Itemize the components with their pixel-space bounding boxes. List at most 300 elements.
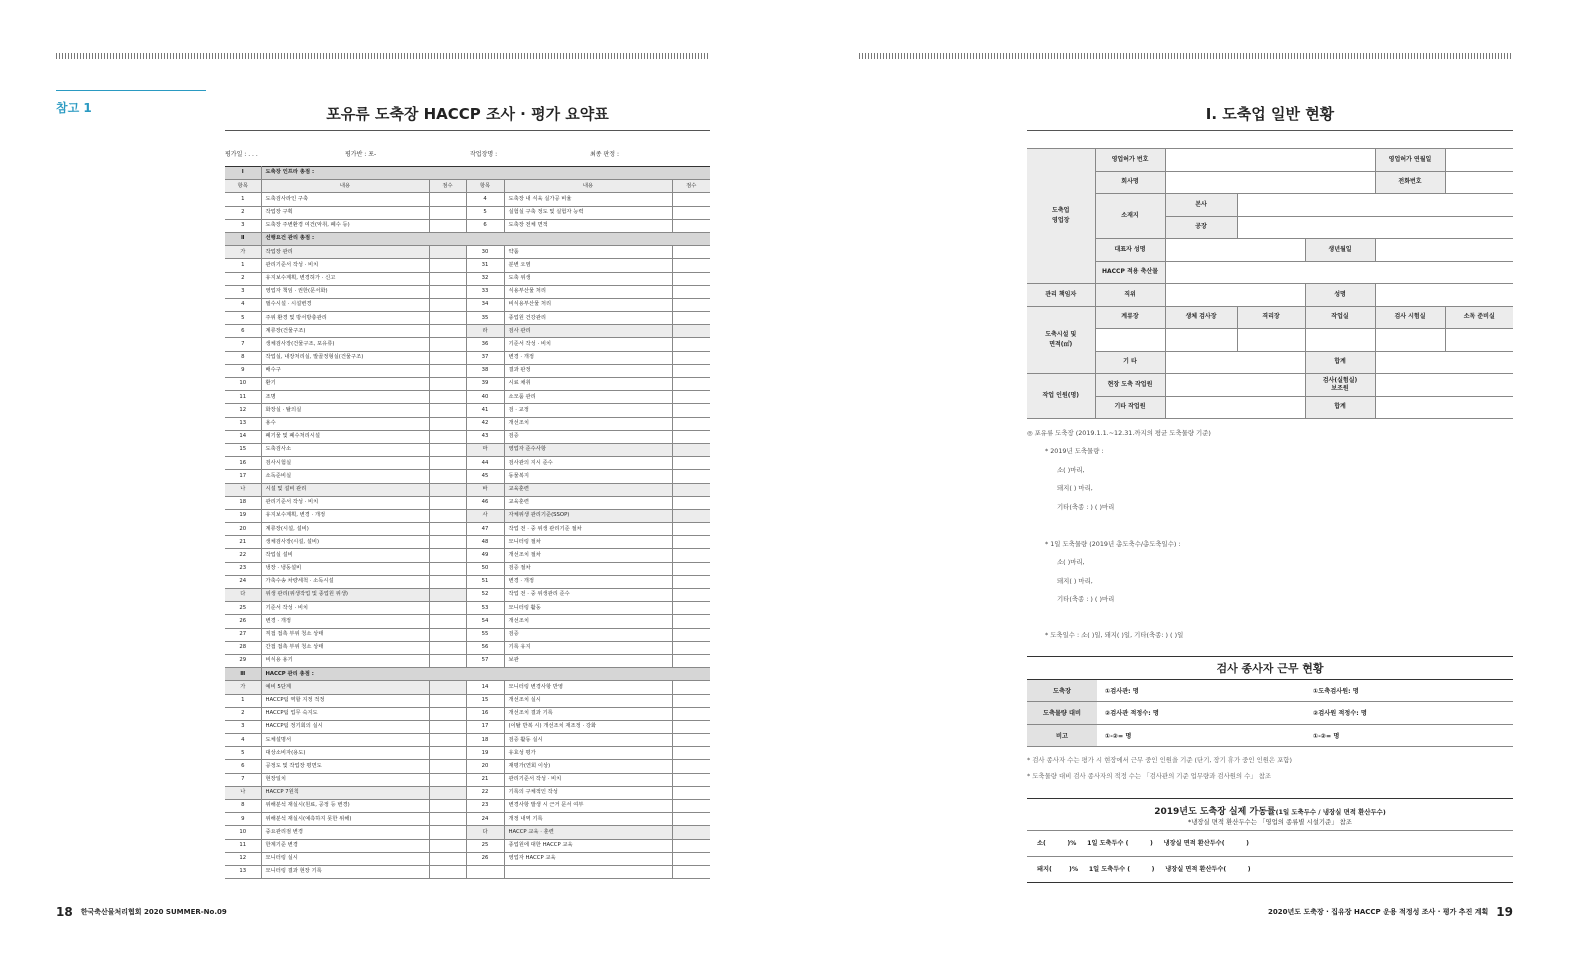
table-cell — [429, 536, 466, 549]
table-cell: 재평가(연회 이상) — [504, 760, 672, 773]
page-number: 19 — [1496, 905, 1513, 919]
table-cell: 보관 — [504, 654, 672, 667]
table-cell: 검증 — [504, 430, 672, 443]
table-cell: 화장실 · 탈의실 — [261, 404, 429, 417]
table-cell: 필수시설 · 시설변경 — [261, 298, 429, 311]
table-cell: 50 — [466, 562, 504, 575]
table-cell: 검증 — [504, 628, 672, 641]
table-row — [225, 351, 710, 364]
table-cell: 2 — [225, 272, 261, 285]
table-cell: 생체검사장(시설, 설비) — [261, 536, 429, 549]
table-cell — [672, 259, 710, 272]
table-cell: 나 — [225, 786, 261, 799]
table-cell: 20 — [466, 760, 504, 773]
table-cell — [429, 364, 466, 377]
facility-5: 소독 준비실 — [1445, 306, 1513, 329]
table-cell — [429, 206, 466, 219]
table-cell — [429, 628, 466, 641]
table-cell: HACCP 7원칙 — [261, 786, 429, 799]
table-cell: 검사관의 지시 준수 — [504, 457, 672, 470]
table-row — [225, 272, 710, 285]
table-cell — [429, 826, 466, 839]
table-row — [225, 378, 710, 391]
table-cell — [429, 404, 466, 417]
staff-label: 도축물량 대비 — [1027, 702, 1097, 724]
table-cell: 가 — [225, 246, 261, 259]
table-row — [225, 232, 710, 245]
table-cell — [672, 285, 710, 298]
table-cell: Ⅱ — [225, 232, 261, 245]
table-cell: 모니터링 결과 현장 기록 — [261, 865, 429, 878]
table-cell: 항목 — [225, 180, 261, 193]
table-cell — [672, 391, 710, 404]
table-row — [225, 734, 710, 747]
table-cell — [466, 865, 504, 878]
table-cell: 배수구 — [261, 364, 429, 377]
table-row — [225, 681, 710, 694]
table-cell: 32 — [466, 272, 504, 285]
table-cell: 25 — [466, 839, 504, 852]
table-row — [225, 800, 710, 813]
table-cell: 13 — [225, 865, 261, 878]
table-cell: 1 — [225, 259, 261, 272]
left-page-title: 포유류 도축장 HACCP 조사 · 평가 요약표 — [326, 105, 609, 123]
table-cell: 6 — [225, 760, 261, 773]
table-cell: 비식용 용기 — [261, 654, 429, 667]
table-cell: 소모품 관리 — [504, 391, 672, 404]
table-cell: 개선조치 결과 기록 — [504, 707, 672, 720]
table-cell: 3 — [225, 219, 261, 232]
table-cell: HACCP팀 역할 지정 적정 — [261, 694, 429, 707]
table-cell: 25 — [225, 602, 261, 615]
table-cell — [429, 496, 466, 509]
note-line: 소( )마리, — [1057, 558, 1085, 566]
label-other-workers: 기타 작업원 — [1095, 396, 1165, 419]
table-cell — [672, 813, 710, 826]
staff-label: 비고 — [1027, 724, 1097, 746]
table-cell: HACCP팀 정기회의 실시 — [261, 720, 429, 733]
table-cell — [429, 720, 466, 733]
table-cell — [429, 246, 466, 259]
table-cell: 1 — [225, 193, 261, 206]
table-cell — [672, 641, 710, 654]
table-cell: 관리기준서 작성 · 비치 — [504, 773, 672, 786]
table-cell — [429, 852, 466, 865]
table-cell — [672, 602, 710, 615]
table-cell: 개선조치 절차 — [504, 549, 672, 562]
table-cell — [672, 826, 710, 839]
table-cell: 41 — [466, 404, 504, 417]
table-cell: 12 — [225, 404, 261, 417]
rate-row-cattle: 소( )% 1일 도축두수 ( ) 냉장실 면적 환산두수( ) — [1027, 830, 1513, 856]
table-cell: 개선조치 실시 — [504, 694, 672, 707]
table-cell: 결과 판정 — [504, 364, 672, 377]
meta-team: 평가반 : 포- — [345, 151, 377, 158]
table-cell: Ⅲ — [225, 668, 261, 681]
table-cell: 15 — [225, 443, 261, 456]
table-cell — [429, 338, 466, 351]
label-birth: 생년월일 — [1305, 239, 1375, 262]
right-page-title: Ⅰ. 도축업 일반 현황 — [1205, 105, 1335, 123]
table-row — [225, 813, 710, 826]
table-cell: 33 — [466, 285, 504, 298]
table-cell: (이탈 반복 시) 개선조치 재조정 · 강화 — [504, 720, 672, 733]
note-line: * 1일 도축물량 (2019년 총도축수/총도축일수) : — [1045, 540, 1181, 548]
table-cell: 현장일치 — [261, 773, 429, 786]
table-cell — [672, 615, 710, 628]
table-cell: 모니터링 변경사항 반영 — [504, 681, 672, 694]
label-company: 회사명 — [1095, 171, 1165, 194]
table-row — [225, 509, 710, 522]
table-cell: 11 — [225, 839, 261, 852]
table-cell — [429, 351, 466, 364]
table-cell: 검증 절차 — [504, 562, 672, 575]
table-cell: 영업자 HACCP 교육 — [504, 852, 672, 865]
table-cell: 30 — [466, 246, 504, 259]
table-row — [225, 167, 710, 180]
table-cell: 항목 — [466, 180, 504, 193]
table-cell: 기준서 작성 · 비치 — [504, 338, 672, 351]
table-cell: 가축수송 차량세척 · 소독시설 — [261, 575, 429, 588]
table-cell: 22 — [466, 786, 504, 799]
table-cell: 도축장 전체 면적 — [504, 219, 672, 232]
table-cell — [429, 417, 466, 430]
table-cell: 53 — [466, 602, 504, 615]
table-cell: 대상소비자(용도) — [261, 747, 429, 760]
table-cell: 39 — [466, 378, 504, 391]
table-row — [225, 443, 710, 456]
table-cell — [429, 193, 466, 206]
table-cell: 27 — [225, 628, 261, 641]
table-cell: 유효성 평가 — [504, 747, 672, 760]
table-row — [225, 325, 710, 338]
table-cell: 공정도 및 작업장 평면도 — [261, 760, 429, 773]
table-row — [225, 615, 710, 628]
table-cell: 4 — [225, 734, 261, 747]
staff-cell: ①검사관: 명 — [1097, 680, 1305, 702]
table-cell: 작업장 관리 — [261, 246, 429, 259]
group-facility: 도축시설 및 면적(㎡) — [1027, 306, 1095, 374]
table-row — [225, 575, 710, 588]
table-cell: 10 — [225, 378, 261, 391]
table-cell — [672, 470, 710, 483]
table-cell — [672, 575, 710, 588]
table-cell: 도축장 내 식육 실가공 비율 — [504, 193, 672, 206]
table-row — [225, 654, 710, 667]
table-cell: 환기 — [261, 378, 429, 391]
table-cell: 약품 — [504, 246, 672, 259]
table-cell — [672, 654, 710, 667]
table-cell: 23 — [466, 800, 504, 813]
table-cell — [429, 707, 466, 720]
table-cell — [429, 219, 466, 232]
label-inspector-aide: 검사(실험실) 보조원 — [1305, 374, 1375, 397]
table-cell — [672, 628, 710, 641]
table-cell — [429, 694, 466, 707]
table-row — [225, 628, 710, 641]
staff-label: 도축장 — [1027, 680, 1097, 702]
table-cell: 6 — [225, 325, 261, 338]
table-cell — [672, 773, 710, 786]
table-cell: 도축검사라인 구축 — [261, 193, 429, 206]
table-cell: 57 — [466, 654, 504, 667]
table-row — [225, 773, 710, 786]
table-cell: 4 — [466, 193, 504, 206]
table-cell: 26 — [225, 615, 261, 628]
table-cell: 3 — [225, 285, 261, 298]
table-row — [225, 417, 710, 430]
table-cell: 예비 5단계 — [261, 681, 429, 694]
table-row — [225, 338, 710, 351]
table-cell: 기준서 작성 · 비치 — [261, 602, 429, 615]
table-cell: 마 — [466, 443, 504, 456]
label-permit-no: 영업허가 번호 — [1095, 149, 1165, 172]
table-row — [225, 430, 710, 443]
table-cell: 49 — [466, 549, 504, 562]
table-cell — [672, 800, 710, 813]
table-cell — [429, 839, 466, 852]
table-cell — [429, 483, 466, 496]
table-cell: 분변 오염 — [504, 259, 672, 272]
table-cell: 교육훈련 — [504, 483, 672, 496]
operation-rate-box — [1027, 798, 1513, 883]
table-cell: 사 — [466, 509, 504, 522]
table-cell: 8 — [225, 351, 261, 364]
staff-cell: ②검사관 적정수: 명 — [1097, 702, 1305, 724]
table-cell: 모니터링 활동 — [504, 602, 672, 615]
footnote: * 도축물량 대비 검사 종사자의 적정 수는 「검사관의 기준 업무량과 검사원의 수」 참조 — [1027, 772, 1272, 780]
rate-row-pig: 돼지( )% 1일 도축두수 ( ) 냉장실 면적 환산두수( ) — [1027, 856, 1513, 882]
table-cell: 38 — [466, 364, 504, 377]
group-workers: 작업 인원(명) — [1027, 374, 1095, 419]
table-cell: 9 — [225, 813, 261, 826]
table-cell: 4 — [225, 298, 261, 311]
right-footer — [1268, 905, 1513, 919]
table-cell — [429, 800, 466, 813]
label-hq: 본사 — [1165, 194, 1237, 217]
table-cell: 라 — [466, 325, 504, 338]
facility-0: 계류장 — [1095, 306, 1165, 329]
table-row — [225, 760, 710, 773]
table-cell: 24 — [225, 575, 261, 588]
table-cell: 14 — [466, 681, 504, 694]
table-cell — [429, 312, 466, 325]
table-cell: 26 — [466, 852, 504, 865]
table-cell: 34 — [466, 298, 504, 311]
table-row — [225, 865, 710, 878]
table-cell: 변경 · 개정 — [504, 351, 672, 364]
table-cell: 개선조치 — [504, 417, 672, 430]
table-cell: 영업자 준수사항 — [504, 443, 672, 456]
table-cell — [429, 562, 466, 575]
table-row — [225, 180, 710, 193]
table-cell: 한계기준 변경 — [261, 839, 429, 852]
table-cell — [429, 430, 466, 443]
table-cell — [672, 786, 710, 799]
table-cell: 작업 전 · 중 위생 관리기준 절차 — [504, 523, 672, 536]
table-cell — [429, 259, 466, 272]
table-row — [225, 404, 710, 417]
table-cell: 17 — [225, 470, 261, 483]
table-cell — [672, 760, 710, 773]
table-row — [225, 259, 710, 272]
reference-tag: 참고 1 — [56, 90, 206, 116]
table-cell: 51 — [466, 575, 504, 588]
table-cell: 중요관리점 변경 — [261, 826, 429, 839]
label-phone: 전화번호 — [1375, 171, 1445, 194]
table-cell: 위생 관리(위생작업 및 종업원 위생) — [261, 589, 429, 602]
table-cell — [429, 391, 466, 404]
table-cell: 나 — [225, 483, 261, 496]
table-cell: 직접 접촉 부위 청소 상태 — [261, 628, 429, 641]
table-cell: 개선조치 — [504, 615, 672, 628]
table-cell: 주위 환경 및 방서방충관리 — [261, 312, 429, 325]
table-cell: HACCP 관리 총점 : — [261, 668, 710, 681]
table-cell: 도축검사소 — [261, 443, 429, 456]
table-cell — [429, 602, 466, 615]
table-cell: 18 — [225, 496, 261, 509]
meta-verdict: 최종 판정 : — [590, 151, 620, 158]
table-cell — [672, 404, 710, 417]
table-cell: 다 — [225, 589, 261, 602]
label-total2: 합계 — [1305, 396, 1375, 419]
table-cell: 36 — [466, 338, 504, 351]
table-row — [225, 391, 710, 404]
rate-formula: (1일 도축두수 / 냉장실 면적 환산두수) — [1275, 808, 1386, 816]
table-cell — [672, 562, 710, 575]
group-business: 도축업 영업장 — [1027, 149, 1095, 284]
table-cell: 계류장(건물구조) — [261, 325, 429, 338]
table-cell: 8 — [225, 800, 261, 813]
table-cell — [429, 813, 466, 826]
table-cell — [672, 338, 710, 351]
table-cell: 작업장 구획 — [261, 206, 429, 219]
business-info-table — [1027, 148, 1513, 419]
staff-cell: ①-②= 명 — [1097, 724, 1305, 746]
table-cell: 5 — [225, 312, 261, 325]
evaluation-meta — [225, 149, 710, 158]
table-cell: 조명 — [261, 391, 429, 404]
table-cell — [429, 654, 466, 667]
table-cell — [429, 272, 466, 285]
table-cell — [672, 378, 710, 391]
table-cell: 19 — [225, 509, 261, 522]
summary-table — [225, 166, 710, 879]
table-cell: 냉장 · 냉동설비 — [261, 562, 429, 575]
table-cell: 20 — [225, 523, 261, 536]
table-cell: 검 · 교정 — [504, 404, 672, 417]
note-line: * 2019년 도축물량 : — [1045, 447, 1104, 455]
table-cell: 31 — [466, 259, 504, 272]
facility-4: 검사 시험실 — [1375, 306, 1445, 329]
table-row — [225, 206, 710, 219]
table-row — [225, 523, 710, 536]
table-cell: 도체설명서 — [261, 734, 429, 747]
table-cell: 식용부산물 처리 — [504, 285, 672, 298]
dotted-rule-left — [56, 53, 710, 59]
table-cell — [672, 734, 710, 747]
table-row — [225, 826, 710, 839]
table-cell — [672, 417, 710, 430]
table-cell: 비식용부산물 처리 — [504, 298, 672, 311]
table-row — [225, 602, 710, 615]
table-row — [225, 852, 710, 865]
table-cell: 13 — [225, 417, 261, 430]
table-cell: 영업자 책임 · 권한(문서화) — [261, 285, 429, 298]
table-cell: 47 — [466, 523, 504, 536]
table-row — [225, 562, 710, 575]
table-row — [225, 720, 710, 733]
table-row — [225, 312, 710, 325]
table-cell — [672, 549, 710, 562]
table-cell: 52 — [466, 589, 504, 602]
table-cell — [672, 364, 710, 377]
dotted-rule-right — [859, 53, 1513, 59]
table-cell: 42 — [466, 417, 504, 430]
table-cell: 점수 — [429, 180, 466, 193]
table-cell — [429, 615, 466, 628]
table-cell: 1 — [225, 694, 261, 707]
table-cell: HACCP팀 업무 숙지도 — [261, 707, 429, 720]
table-cell: 21 — [225, 536, 261, 549]
table-cell — [672, 483, 710, 496]
table-cell — [429, 298, 466, 311]
table-cell: 44 — [466, 457, 504, 470]
label-total: 합계 — [1305, 351, 1375, 374]
table-cell: 관리기준서 작성 · 비치 — [261, 496, 429, 509]
table-cell — [429, 865, 466, 878]
table-row — [225, 457, 710, 470]
table-cell: 19 — [466, 747, 504, 760]
operation-rate-title — [1027, 799, 1513, 817]
table-cell — [672, 707, 710, 720]
table-cell — [429, 773, 466, 786]
table-cell — [672, 509, 710, 522]
table-cell: 작업 전 · 중 위생관리 준수 — [504, 589, 672, 602]
table-cell: 변경사항 발생 시 근거 문서 여부 — [504, 800, 672, 813]
table-cell — [672, 193, 710, 206]
table-cell: 도축 위생 — [504, 272, 672, 285]
table-cell — [429, 378, 466, 391]
facility-2: 격리장 — [1237, 306, 1305, 329]
table-row — [225, 285, 710, 298]
table-row — [225, 536, 710, 549]
rate-subnote: *냉장실 면적 환산두수는 「영업의 종류별 시설기준」 참조 — [1188, 818, 1352, 826]
table-cell — [429, 549, 466, 562]
table-cell: 17 — [466, 720, 504, 733]
label-position: 직위 — [1095, 284, 1165, 307]
meta-date: 평가일 : . . . — [225, 151, 258, 158]
table-cell: 용수 — [261, 417, 429, 430]
table-cell: 점수 — [672, 180, 710, 193]
table-row — [225, 246, 710, 259]
table-cell: 3 — [225, 720, 261, 733]
table-cell — [672, 457, 710, 470]
table-cell: 바 — [466, 483, 504, 496]
staff-table — [1027, 679, 1513, 747]
table-cell — [672, 219, 710, 232]
table-row — [225, 668, 710, 681]
table-cell: 48 — [466, 536, 504, 549]
table-cell: 개정 내역 기록 — [504, 813, 672, 826]
table-cell: 5 — [225, 747, 261, 760]
table-cell — [672, 536, 710, 549]
table-cell — [672, 865, 710, 878]
left-footer — [56, 905, 227, 919]
label-etc: 기 타 — [1095, 351, 1165, 374]
table-cell: 24 — [466, 813, 504, 826]
note-line: 기타(축종 : ) ( )마리 — [1057, 595, 1115, 603]
